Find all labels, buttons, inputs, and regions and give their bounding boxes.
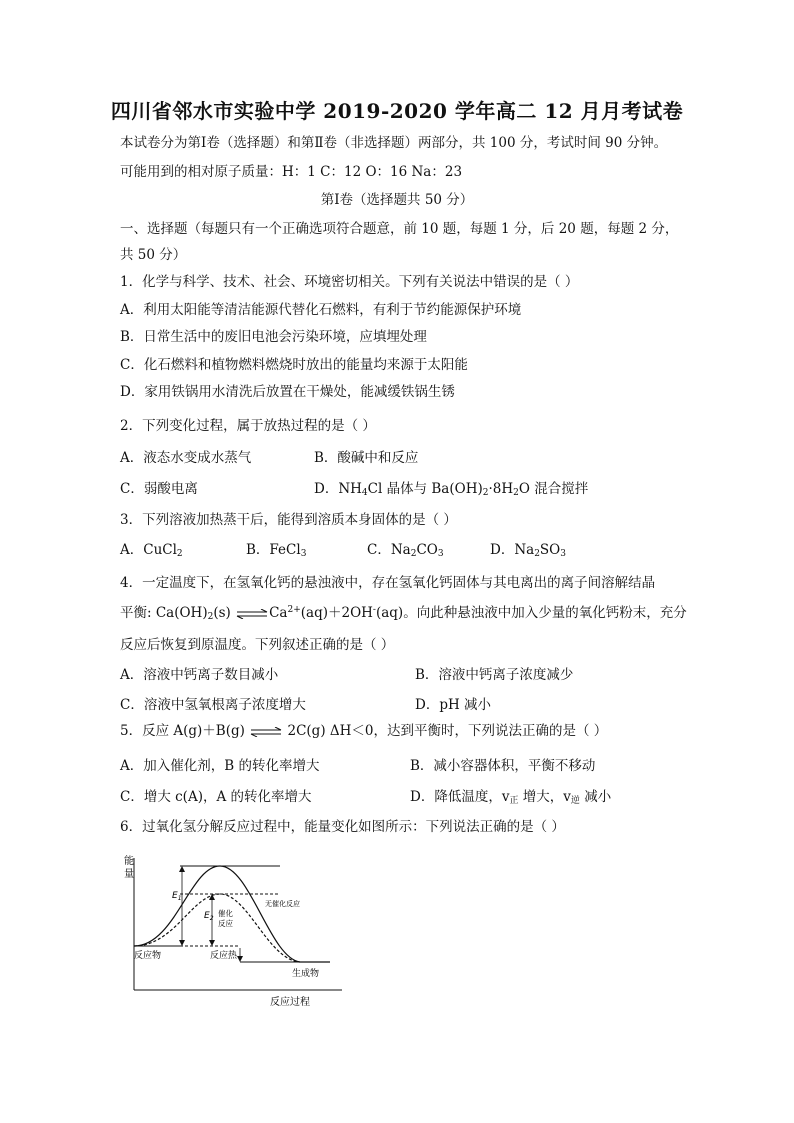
e1-arrow-head-bottom xyxy=(179,940,185,946)
e2-label: $E_2$ xyxy=(204,911,214,922)
q5-option-d: D．降低温度，$v_正$ 增大，$v_逆$ 减小 xyxy=(410,789,612,806)
e1-arrow-head-top xyxy=(179,866,185,872)
q2-option-b: B．酸碱中和反应 xyxy=(314,450,419,466)
intro-line-2: 可能用到的相对原子质量：H：1 C：12 O：16 Na：23 xyxy=(120,164,463,180)
q3-option-b: B．FeCl$_3$ xyxy=(246,542,307,559)
e2-arrow-head-bottom xyxy=(209,940,215,946)
q1-option-d: D．家用铁锅用水清洗后放置在干燥处，能减缓铁锅生锈 xyxy=(120,384,455,400)
q1-option-c: C．化石燃料和植物燃料燃烧时放出的能量均来源于太阳能 xyxy=(120,357,468,373)
part-heading-line-1: 一、选择题（每题只有一个正确选项符合题意，前 10 题，每题 1 分，后 20 题，每题 2 分， xyxy=(120,221,679,237)
e1-label: $E_1$ xyxy=(172,891,182,902)
q3-stem: 3．下列溶液加热蒸干后，能得到溶质本身固体的是（ ） xyxy=(120,512,457,528)
part-heading-line-2: 共 50 分） xyxy=(120,247,187,263)
y-axis-label-2: 量 xyxy=(124,869,134,880)
q5-option-c: C．增大 c(A)，A 的转化率增大 xyxy=(120,789,312,805)
q1-stem: 1．化学与科学、技术、社会、环境密切相关。下列有关说法中错误的是（ ） xyxy=(120,274,579,290)
q3-option-d: D．$Na_2SO_3$ xyxy=(490,542,566,559)
intro-line-1: 本试卷分为第Ⅰ卷（选择题）和第Ⅱ卷（非选择题）两部分，共 100 分，考试时间 90 分钟。 xyxy=(120,135,668,151)
uncatalyzed-label: 无催化反应 xyxy=(265,900,300,908)
q1-option-a: A．利用太阳能等清洁能源代替化石燃料，有利于节约能源保护环境 xyxy=(120,302,522,318)
q4-line-2: 平衡: $Ca(OH)_2(s)$ $Ca^{2+}(aq)+2OH^-(aq)$。向此种悬浊液中加入少量的氧化钙粉末，充分 xyxy=(120,605,687,622)
q4-line-3: 反应后恢复到原温度。下列叙述正确的是（ ） xyxy=(120,637,395,653)
q1-option-b: B．日常生活中的废旧电池会污染环境，应填埋处理 xyxy=(120,329,427,345)
q2-option-d: D．$NH_4Cl$ 晶体与 $Ba(OH)_2\cdot 8H_2O$ 混合搅拌 xyxy=(314,481,589,498)
q2-stem: 2．下列变化过程，属于放热过程的是（ ） xyxy=(120,418,376,434)
section-title: 第Ⅰ卷（选择题共 50 分） xyxy=(320,192,474,208)
products-label: 生成物 xyxy=(292,969,320,979)
reaction-heat-arrow-head xyxy=(237,956,243,962)
exam-title: 四川省邻水市实验中学 2019-2020 学年高二 12 月月考试卷 xyxy=(110,99,684,123)
q5-option-b: B．减小容器体积，平衡不移动 xyxy=(410,758,596,774)
equilibrium-arrow-icon xyxy=(249,727,283,737)
q2-option-c: C．弱酸电离 xyxy=(120,481,198,497)
q4-option-b: B．溶液中钙离子浓度减少 xyxy=(415,667,574,683)
q4-option-d: D．pH 减小 xyxy=(415,697,492,713)
q3-option-a: A．CuCl$_2$ xyxy=(120,542,183,559)
catalyzed-label-1: 催化 xyxy=(218,909,233,918)
energy-profile-diagram xyxy=(120,850,350,1010)
x-axis-label: 反应过程 xyxy=(270,997,310,1008)
reaction-heat-label: 反应热 xyxy=(210,951,238,961)
catalyzed-label-2: 反应 xyxy=(218,919,233,928)
q3-option-c: C．$Na_2CO_3$ xyxy=(367,542,444,559)
q5-stem: 5．反应 A(g)＋B(g) 2C(g) ΔH＜0，达到平衡时，下列说法正确的是（ ） xyxy=(120,723,608,739)
equilibrium-arrow-icon xyxy=(235,609,269,619)
q4-option-a: A．溶液中钙离子数目减小 xyxy=(120,667,279,683)
y-axis-label-1: 能 xyxy=(124,856,134,867)
reactants-label: 反应物 xyxy=(134,951,162,961)
q5-option-a: A．加入催化剂，B 的转化率增大 xyxy=(120,758,320,774)
q4-option-c: C．溶液中氢氧根离子浓度增大 xyxy=(120,697,306,713)
q4-line-1: 4．一定温度下，在氢氧化钙的悬浊液中，存在氢氧化钙固体与其电离出的离子间溶解结晶 xyxy=(120,575,656,591)
q6-stem: 6．过氧化氢分解反应过程中，能量变化如图所示：下列说法正确的是（ ） xyxy=(120,819,565,835)
q2-option-a: A．液态水变成水蒸气 xyxy=(120,450,252,466)
